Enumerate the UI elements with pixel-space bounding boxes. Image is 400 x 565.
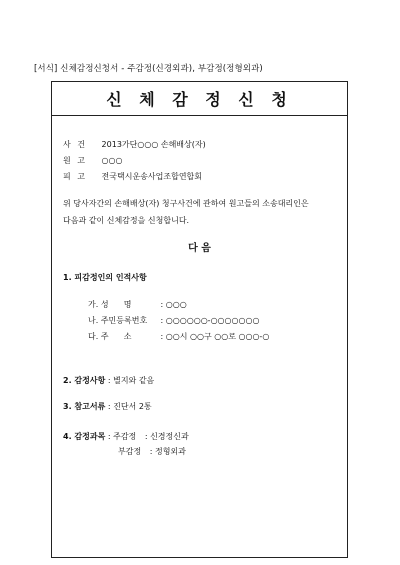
- party-case-label: 사 건: [63, 140, 87, 149]
- section2-value: : 별지와 같음: [107, 376, 155, 385]
- section4-sub-label: 부감정: [118, 447, 142, 456]
- section4-main-value: : 신경정신과: [144, 432, 189, 441]
- party-defendant: [63, 171, 202, 182]
- intro-line: 다음과 같이 신체감정을 신청합니다.: [63, 216, 190, 225]
- item-key: 가. 성 명: [88, 300, 132, 309]
- section-title: 다 음: [188, 243, 211, 254]
- section4-secondary: [118, 446, 186, 457]
- item-key: 다. 주 소: [88, 332, 132, 341]
- party-defendant-label: 피 고: [63, 172, 87, 181]
- document-title: 신 체 감 정 신 청: [106, 90, 293, 109]
- item-sep: :: [160, 332, 164, 341]
- title-bar: [52, 82, 347, 116]
- section4: [63, 431, 189, 442]
- section4-sub-value: : 정형외과: [149, 447, 186, 456]
- intro-paragraph: [63, 195, 309, 229]
- section4-heading: 4. 감정과목: [63, 432, 106, 441]
- section2: [63, 375, 154, 386]
- item-key: 나. 주민등록번호: [88, 316, 148, 325]
- item-sep: :: [160, 300, 164, 309]
- section3-heading: 3. 참고서류: [63, 402, 106, 411]
- item-value: ○○○: [165, 300, 187, 309]
- item-sep: :: [160, 316, 164, 325]
- party-plaintiff-value: ○○○: [101, 156, 123, 165]
- item-value: ○○시 ○○구 ○○로 ○○○-○: [165, 332, 270, 341]
- section2-heading: 2. 감정사항: [63, 376, 106, 385]
- item-value: ○○○○○○-○○○○○○○: [165, 316, 260, 325]
- party-defendant-value: 전국택시운송사업조합연합회: [101, 172, 203, 181]
- application-form: [51, 81, 348, 558]
- section4-main-label: : 주감정: [107, 432, 137, 441]
- party-plaintiff-label: 원 고: [63, 156, 87, 165]
- party-plaintiff: [63, 155, 123, 166]
- form-header-note: [서식] 신체감정신청서 - 주감정(신경외과), 부감정(정형외과): [34, 64, 263, 74]
- party-case-value: 2013가단○○○ 손해배상(자): [101, 140, 206, 149]
- section3: [63, 401, 152, 412]
- section1-item-address: [88, 331, 269, 342]
- party-case: [63, 139, 206, 150]
- intro-line: 위 당사자간의 손해배상(자) 청구사건에 관하여 원고들의 소송대리인은: [63, 199, 309, 208]
- section1-item-name: [88, 299, 187, 310]
- section1-heading: 1. 피감정인의 인적사항: [63, 273, 147, 282]
- section1-item-id: [88, 315, 259, 326]
- section3-value: : 진단서 2통: [107, 402, 152, 411]
